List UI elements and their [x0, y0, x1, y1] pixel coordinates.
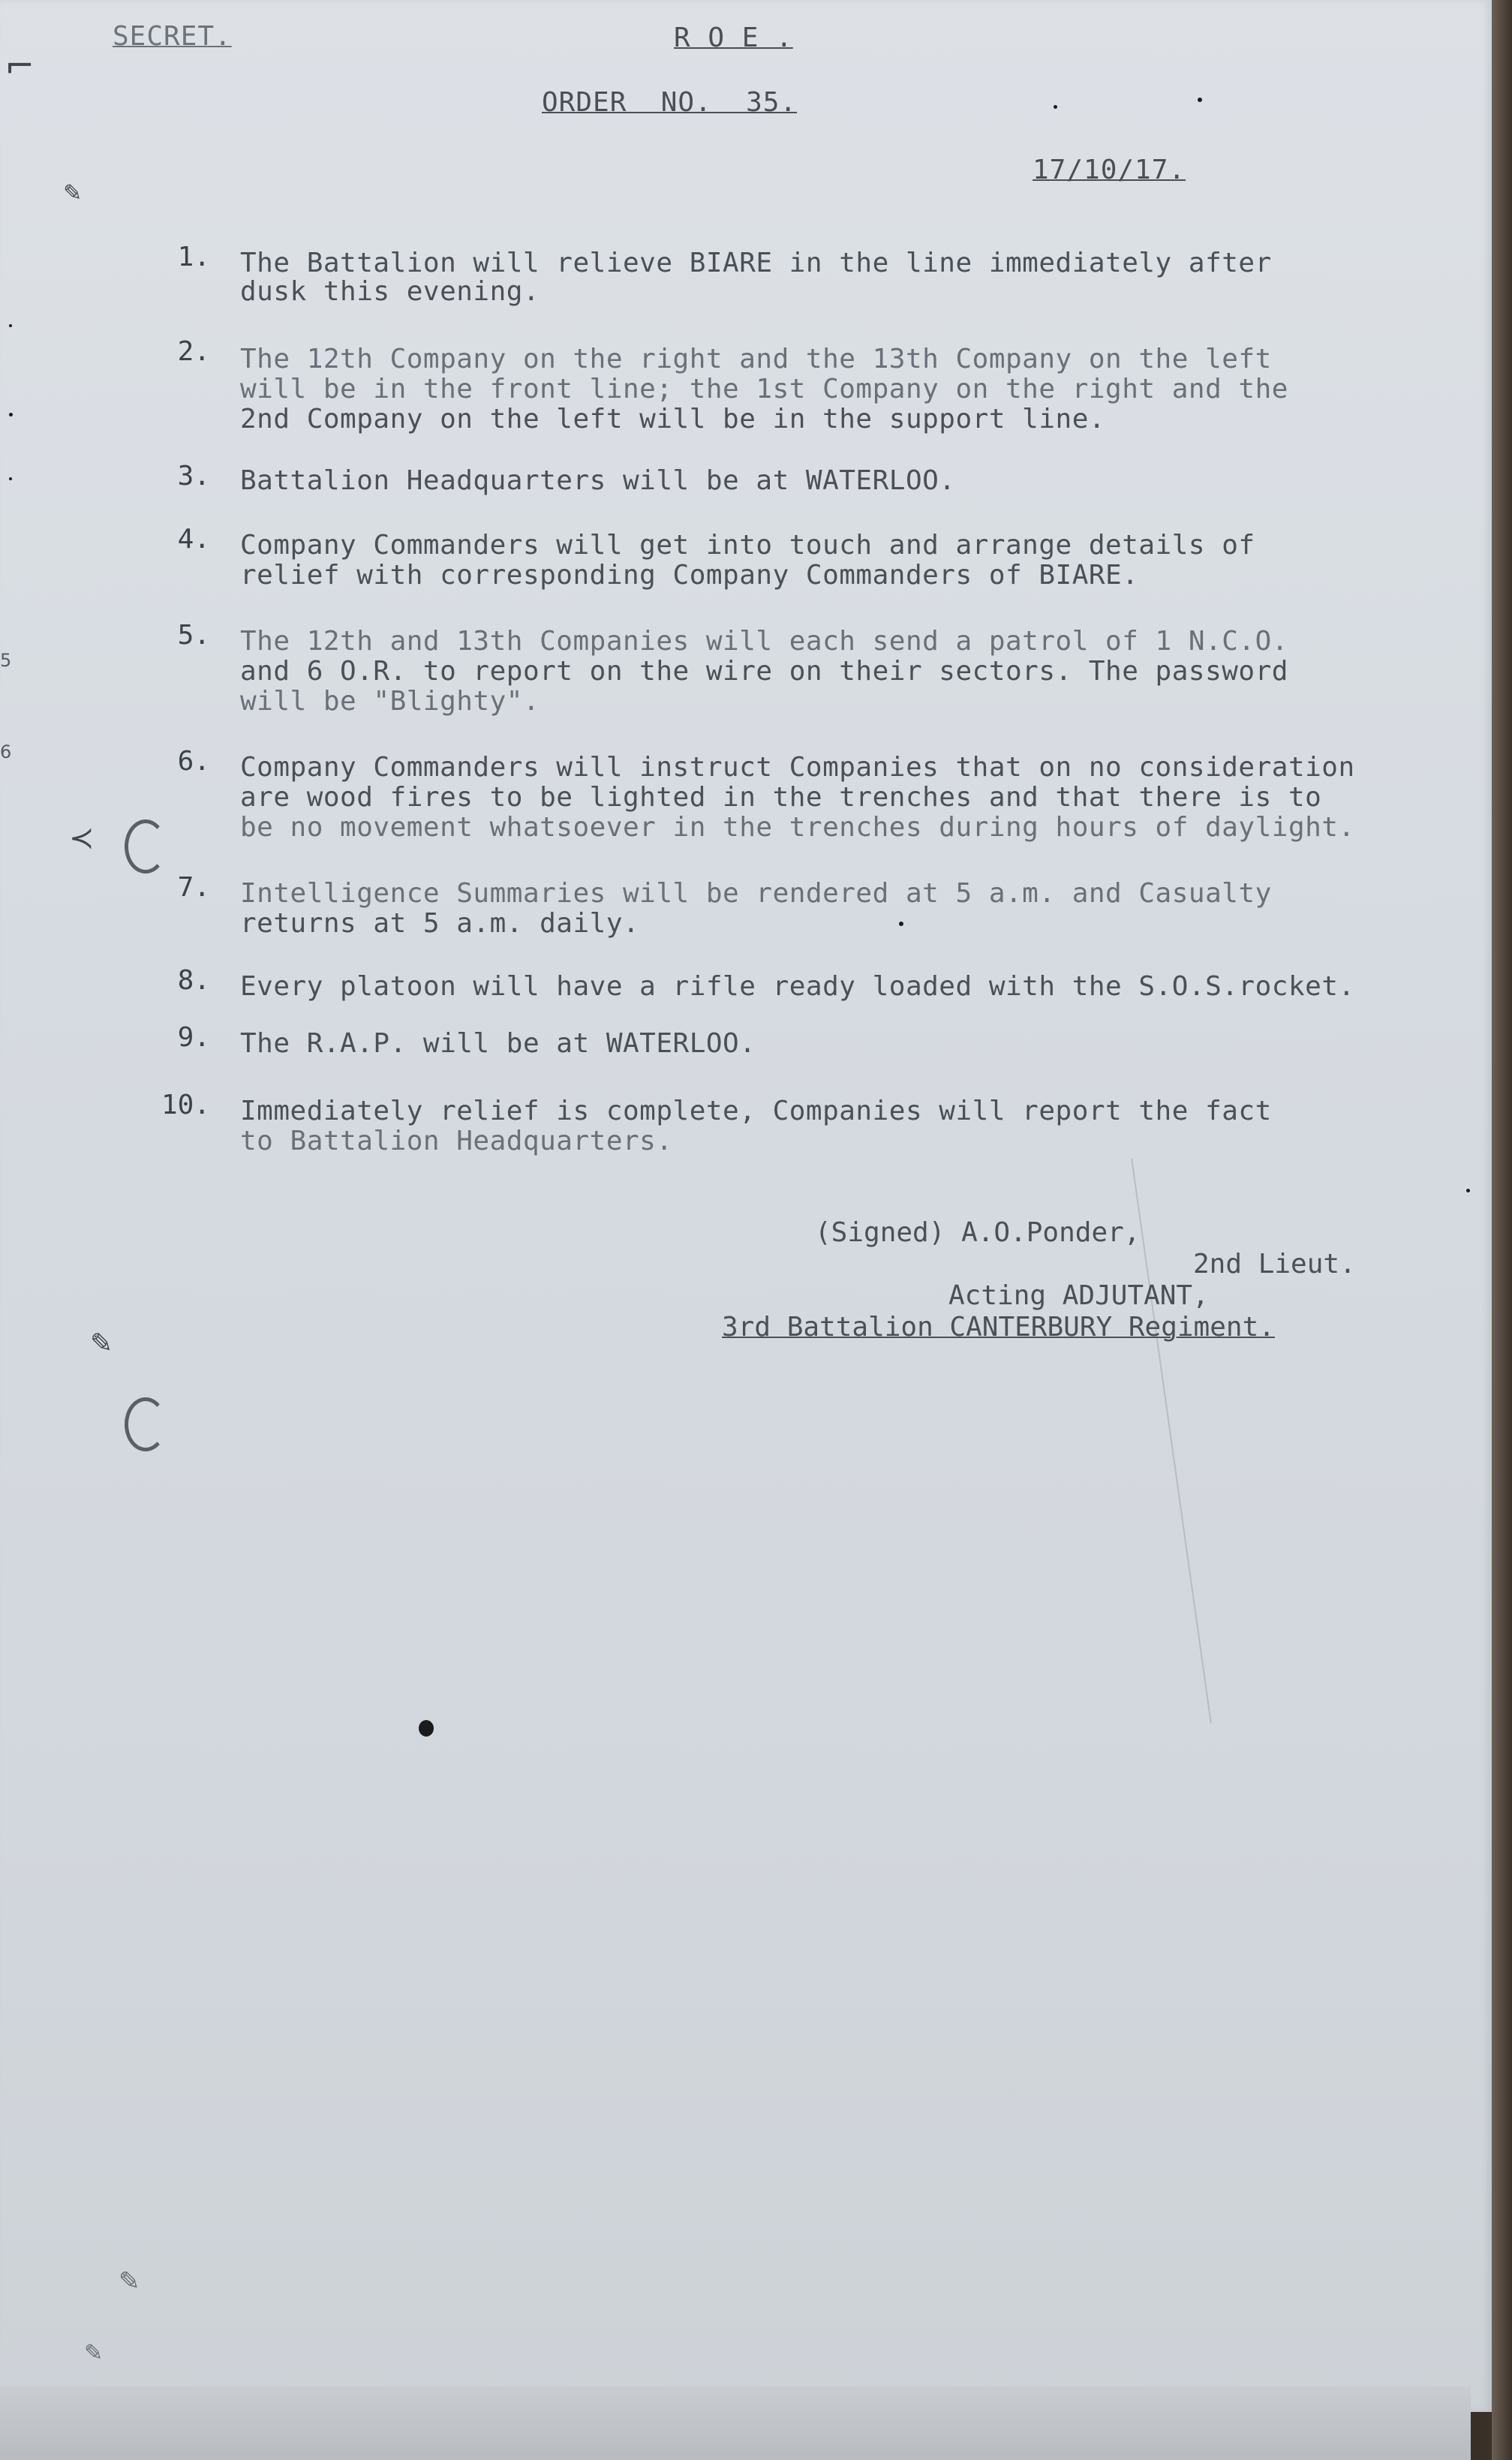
paragraph-line: relief with corresponding Company Commanders of BIARE. — [240, 560, 1139, 591]
ink-dot — [9, 477, 12, 480]
paragraph-number: 4. — [177, 524, 210, 555]
paragraph-line: Immediately relief is complete, Companies will report the fact — [240, 1096, 1272, 1126]
paragraph-line: are wood fires to be lighted in the trenches and that there is to — [240, 782, 1322, 813]
paragraph-line: Battalion Headquarters will be at WATERLOO. — [240, 465, 956, 496]
margin-mark: 5 — [0, 650, 12, 671]
paragraph-number: 3. — [177, 461, 210, 492]
paragraph-number: 2. — [177, 336, 210, 367]
pencil-mark: ✎ — [84, 2340, 104, 2366]
ink-dot — [899, 922, 903, 926]
ink-dot — [1466, 1189, 1470, 1192]
paragraph-line: Company Commanders will instruct Companies that on no consideration — [240, 752, 1355, 783]
ink-dot — [419, 1720, 434, 1737]
paragraph-line: Every platoon will have a rifle ready loaded with the S.O.S.rocket. — [240, 971, 1355, 1002]
pencil-mark: ✎ — [90, 1328, 113, 1359]
order-number: ORDER NO. 35. — [542, 87, 798, 118]
margin-mark: 6 — [0, 741, 12, 762]
ink-dot — [1198, 98, 1202, 102]
classification-label: SECRET. — [113, 21, 232, 52]
paragraph-line: to Battalion Headquarters. — [240, 1126, 673, 1156]
paragraph-number: 1. — [177, 242, 210, 272]
punch-hole — [125, 1397, 167, 1451]
paragraph-number: 8. — [177, 965, 210, 996]
signature-name: (Signed) A.O.Ponder, — [815, 1217, 1141, 1248]
ink-dot — [9, 324, 12, 327]
page-bottom-shadow — [0, 2386, 1471, 2460]
paragraph-number: 5. — [177, 620, 210, 651]
pencil-mark: ≺ — [69, 821, 95, 856]
paragraph-line: dusk this evening. — [240, 276, 540, 307]
document-title: R O E . — [674, 23, 793, 53]
paragraph-line: will be in the front line; the 1st Company on the right and the — [240, 374, 1288, 404]
paragraph-number: 9. — [177, 1022, 210, 1053]
paragraph-number: 7. — [177, 872, 210, 903]
ink-dot — [1054, 105, 1057, 109]
paragraph-line: be no movement whatsoever in the trenches during hours of daylight. — [240, 812, 1355, 843]
paragraph-line: The 12th and 13th Companies will each send a patrol of 1 N.C.O. — [240, 626, 1288, 657]
paragraph-line: The 12th Company on the right and the 13th Company on the left — [240, 344, 1272, 374]
punch-hole — [125, 819, 167, 874]
paragraph-line: 2nd Company on the left will be in the support line. — [240, 404, 1106, 435]
signature-role: Acting ADJUTANT, — [948, 1280, 1209, 1311]
paragraph-line: The R.A.P. will be at WATERLOO. — [240, 1028, 756, 1059]
paragraph-number: 6. — [177, 746, 210, 777]
ink-dot — [9, 413, 13, 417]
paragraph-line: will be "Blighty". — [240, 686, 540, 717]
pencil-mark: ✎ — [119, 2266, 140, 2296]
paragraph-line: Company Commanders will get into touch and arrange details of — [240, 530, 1255, 561]
order-date: 17/10/17. — [1033, 155, 1186, 185]
pencil-mark: ✎ — [63, 180, 83, 206]
signature-rank: 2nd Lieut. — [1193, 1249, 1356, 1280]
paragraph-number: 10. — [161, 1090, 210, 1120]
paragraph-line: and 6 O.R. to report on the wire on their sectors. The password — [240, 656, 1288, 687]
paragraph-line: returns at 5 a.m. daily. — [240, 908, 640, 939]
paragraph-line: The Battalion will relieve BIARE in the line immediately after — [240, 248, 1272, 278]
pencil-mark: ⌐ — [5, 45, 35, 87]
paragraph-line: Intelligence Summaries will be rendered at 5 a.m. and Casualty — [240, 878, 1272, 909]
signature-unit: 3rd Battalion CANTERBURY Regiment. — [722, 1312, 1275, 1343]
